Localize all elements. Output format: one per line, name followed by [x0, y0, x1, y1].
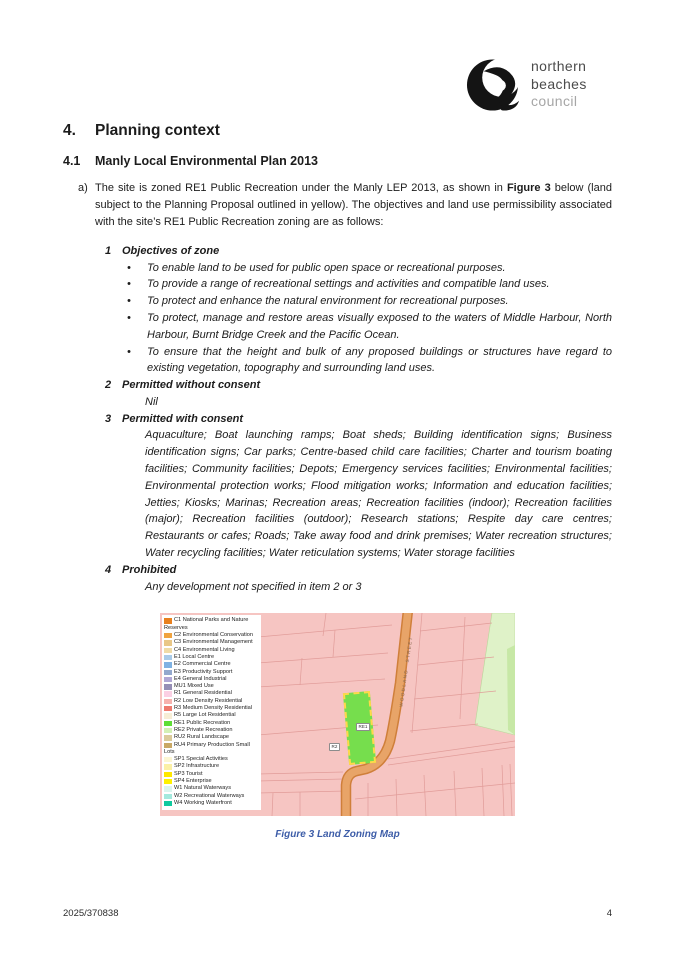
legend-label: RU2 Rural Landscape: [174, 734, 230, 741]
legend-label: C4 Environmental Living: [174, 646, 235, 653]
objective-bullet: [125, 310, 612, 344]
land-zoning-map: [160, 613, 515, 816]
legend-item: [164, 785, 259, 792]
legend-color-swatch: [164, 786, 172, 791]
legend-label: W4 Working Waterfront: [174, 799, 232, 806]
section-number: 4.: [63, 122, 76, 139]
subsection-number: 4.1: [63, 154, 81, 168]
zone-item: [105, 562, 612, 596]
legend-label: MU1 Mixed Use: [174, 683, 214, 690]
legend-item: [164, 705, 259, 712]
legend-item: [164, 778, 259, 785]
legend-item: [164, 763, 259, 770]
legend-item: [164, 639, 259, 646]
street-name-label: WOODLAND STREET: [398, 636, 414, 708]
figure-caption: Figure 3 Land Zoning Map: [275, 829, 400, 841]
legend-color-swatch: [164, 721, 172, 726]
logo-line-2: beaches: [531, 75, 587, 92]
legend-color-swatch: [164, 618, 172, 623]
objective-text: To provide a range of recreational settings and activities and compatible land uses.: [147, 278, 550, 291]
subsection-heading: [63, 153, 612, 169]
legend-label: W2 Recreational Waterways: [174, 792, 245, 799]
legend-item: [164, 793, 259, 800]
logo-line-3: council: [531, 93, 578, 110]
legend-label: E3 Productivity Support: [174, 668, 233, 675]
bullet-glyph: •: [127, 278, 131, 291]
legend-label: W1 Natural Waterways: [174, 785, 231, 792]
section-heading: [63, 121, 612, 140]
legend-label: R5 Large Lot Residential: [174, 712, 236, 719]
legend-item: [164, 654, 259, 661]
legend-color-swatch: [164, 655, 172, 660]
legend-item: [164, 698, 259, 705]
document-reference: 2025/370838: [63, 908, 119, 919]
legend-color-swatch: [164, 735, 172, 740]
zone-item-heading: [105, 377, 612, 394]
legend-item: [164, 676, 259, 683]
bullet-glyph: •: [127, 311, 131, 324]
legend-color-swatch: [164, 677, 172, 682]
intro-text-end: below (land subject to the Planning Proposal outlined in yellow). The objectives and land use permissibility associated with the site’s RE1 Public Recreation zoning are as follows:: [95, 182, 612, 228]
objective-bullet: [125, 293, 612, 310]
legend-label: E1 Local Centre: [174, 653, 215, 660]
zone-label-re1: RE1: [356, 723, 370, 731]
legend-label: R2 Low Density Residential: [174, 697, 243, 704]
legend-label: E2 Commercial Centre: [174, 661, 231, 668]
legend-label: SP3 Tourist: [174, 770, 203, 777]
legend-item: [164, 647, 259, 654]
intro-paragraph: [78, 180, 612, 231]
legend-label: SP2 Infrastructure: [174, 763, 220, 770]
intro-text: [95, 180, 612, 231]
legend-color-swatch: [164, 640, 172, 645]
subsection-title: Manly Local Environmental Plan 2013: [95, 154, 318, 168]
legend-color-swatch: [164, 691, 172, 696]
legend-label: RE1 Public Recreation: [174, 719, 231, 726]
zone-item-body: Any development not specified in item 2 or 3: [145, 580, 362, 593]
figure-reference: Figure 3: [506, 182, 551, 194]
legend-color-swatch: [164, 662, 172, 667]
legend-item: [164, 669, 259, 676]
zone-provisions-list: [105, 243, 612, 596]
logo-line-1: northern: [531, 58, 587, 75]
legend-color-swatch: [164, 648, 172, 653]
legend-label: R1 General Residential: [174, 690, 232, 697]
legend-item: [164, 661, 259, 668]
legend-item: [164, 720, 259, 727]
legend-item: [164, 742, 259, 757]
intro-text-start: The site is zoned RE1 Public Recreation under the Manly LEP 2013, as shown in: [95, 182, 507, 194]
zone-item: [105, 243, 612, 377]
legend-color-swatch: [164, 633, 172, 638]
objective-bullet: [125, 276, 612, 293]
zone-item-title: Objectives of zone: [122, 244, 220, 257]
legend-item: [164, 771, 259, 778]
legend-color-swatch: [164, 801, 172, 806]
legend-item: [164, 690, 259, 697]
council-logo-text: [531, 58, 587, 111]
document-content: [63, 121, 612, 840]
legend-label: SP1 Special Activities: [174, 756, 228, 763]
objective-text: To protect, manage and restore areas visually exposed to the waters of Middle Harbour, North Harbour, Burnt Bridge Creek and the Pacific Ocean.: [147, 311, 612, 341]
zone-item-heading: [105, 562, 612, 579]
page-footer: [63, 908, 612, 919]
zone-item: [105, 377, 612, 411]
zone-item-body: Aquaculture; Boat launching ramps; Boat sheds; Building identification signs; Business identification signs; Car parks; Centre-based child care facilities; Charter and tourism boating facilities; Community facilities; Depots; Emergency services facilities; Environmental facilities; Environmental protection works; Flood mitigation works; Information and education facilities; Jetties; Kiosks; Marinas; Recreation areas; Recreation facilities (indoor); Recreation facilities (major); Recreation facilities (outdoor); Research stations; Respite day care centres; Restaurants or cafes; Roads; Take away food and drink premises; Water recreation structures; Water recycling facilities; Water reticulation systems; Water storage facilities: [145, 429, 612, 560]
objective-bullet: [125, 260, 612, 277]
legend-color-swatch: [164, 779, 172, 784]
legend-color-swatch: [164, 706, 172, 711]
legend-color-swatch: [164, 772, 172, 777]
zone-item-heading: [105, 411, 612, 428]
objective-text: To protect and enhance the natural environment for recreational purposes.: [147, 295, 509, 308]
zone-item-heading: [105, 243, 612, 260]
legend-label: C1 National Parks and Nature Reserves: [164, 617, 249, 631]
zone-item-title: Permitted without consent: [122, 379, 261, 392]
bullet-glyph: •: [127, 261, 131, 274]
legend-label: C2 Environmental Conservation: [174, 632, 253, 639]
zone-label-r2: R2: [329, 743, 340, 751]
legend-color-swatch: [164, 794, 172, 799]
legend-label: C3 Environmental Management: [174, 639, 253, 646]
legend-label: R3 Medium Density Residential: [174, 705, 253, 712]
legend-color-swatch: [164, 699, 172, 704]
legend-item: [164, 800, 259, 807]
zone-item-body: Nil: [145, 395, 158, 408]
legend-item: [164, 683, 259, 690]
objective-bullet: [125, 344, 612, 378]
legend-color-swatch: [164, 670, 172, 675]
legend-item: [164, 727, 259, 734]
list-marker-a: a): [78, 182, 88, 194]
objective-text: To enable land to be used for public open space or recreational purposes.: [147, 261, 506, 274]
legend-item: [164, 734, 259, 741]
legend-label: E4 General Industrial: [174, 675, 227, 682]
legend-color-swatch: [164, 684, 172, 689]
zone-item-number: 3: [105, 412, 112, 425]
bullet-glyph: •: [127, 345, 131, 358]
zone-item: [105, 411, 612, 562]
zone-item-number: 2: [105, 379, 112, 392]
bullet-glyph: •: [127, 295, 131, 308]
legend-item: [164, 756, 259, 763]
legend-color-swatch: [164, 713, 172, 718]
zone-item-title: Prohibited: [122, 563, 177, 576]
legend-item: [164, 712, 259, 719]
council-logo-mark-icon: [466, 56, 522, 113]
legend-label: RU4 Primary Production Small Lots: [164, 741, 250, 755]
zone-item-number: 4: [105, 563, 112, 576]
legend-label: RE2 Private Recreation: [174, 726, 233, 733]
section-title: Planning context: [95, 122, 220, 139]
legend-item: [164, 617, 259, 632]
legend-color-swatch: [164, 728, 172, 733]
zone-item-title: Permitted with consent: [122, 412, 244, 425]
legend-color-swatch: [164, 764, 172, 769]
council-logo: [466, 56, 587, 113]
legend-item: [164, 632, 259, 639]
legend-color-swatch: [164, 743, 172, 748]
legend-label: SP4 Enterprise: [174, 777, 212, 784]
zone-item-number: 1: [105, 244, 112, 257]
objective-text: To ensure that the height and bulk of any proposed buildings or structures have regard to existing vegetation, topography and surrounding land uses.: [147, 345, 612, 375]
legend-color-swatch: [164, 757, 172, 762]
map-legend: [162, 615, 261, 810]
page-number: 4: [606, 908, 612, 919]
